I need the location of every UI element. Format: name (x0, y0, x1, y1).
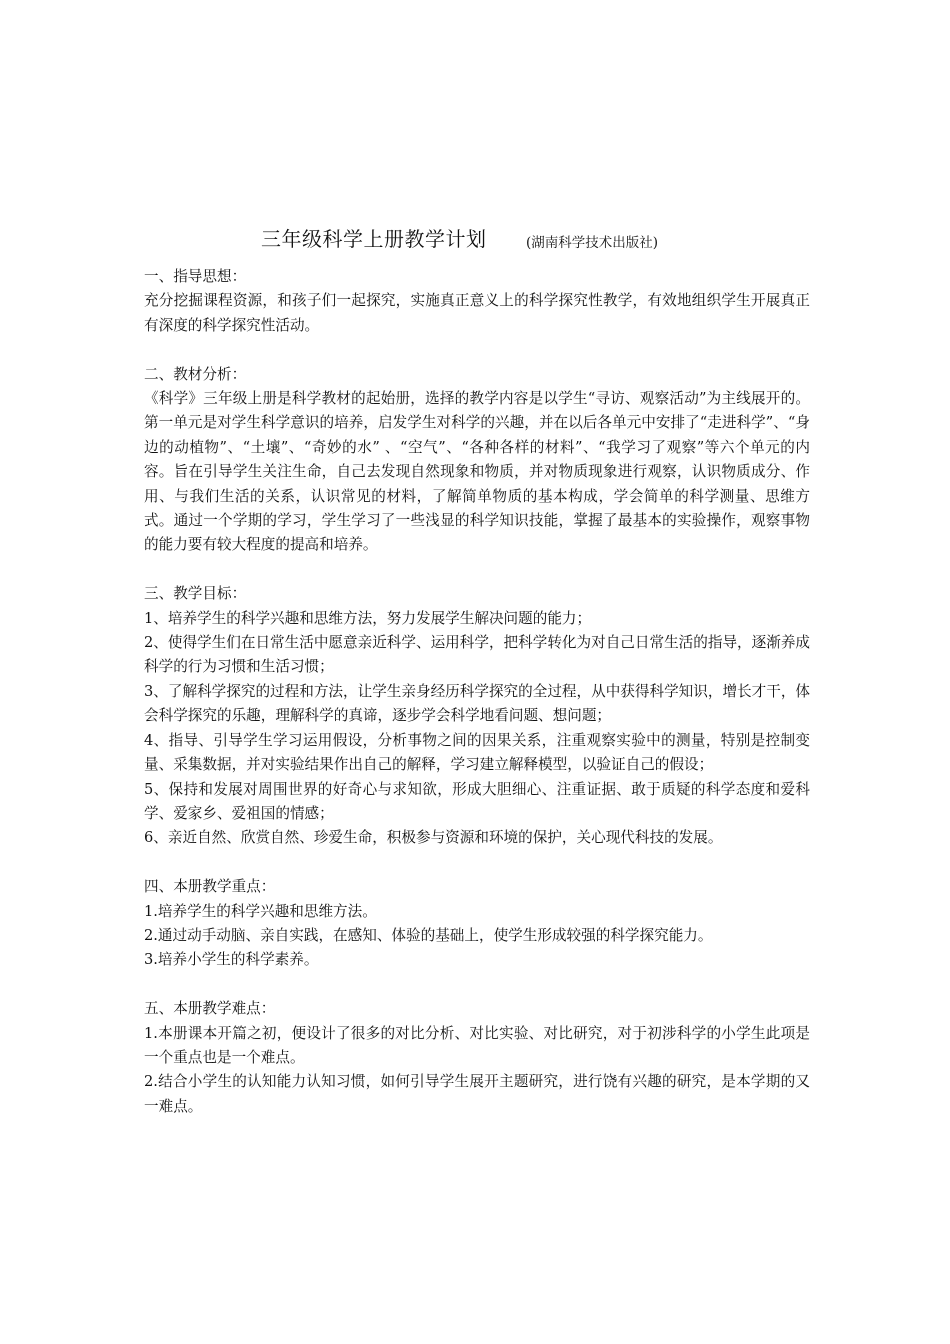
paragraph: 充分挖掘课程资源，和孩子们一起探究，实施真正意义上的科学探究性教学，有效地组织学生开展真正有深度的科学探究性活动。 (144, 292, 810, 334)
list-item: 4、指导、引导学生学习运用假设，分析事物之间的因果关系，注重观察实验中的测量，特别是控制变量、采集数据，并对实验结果作出自己的解释，学习建立解释模型，以验证自己的假设； (144, 731, 810, 774)
section-teaching-goals (144, 582, 810, 850)
document-body (144, 265, 810, 1119)
list-item: 1.本册课本开篇之初，便设计了很多的对比分析、对比实验、对比研究，对于初涉科学的小学生此项是一个重点也是一个难点。 (144, 1024, 810, 1066)
list-item: 1.培养学生的科学兴趣和思维方法。 (144, 902, 377, 920)
section-heading: 三、教学目标： (144, 585, 247, 603)
list-item: 2、使得学生们在日常生活中愿意亲近科学、运用科学，把科学转化为对自己日常生活的指导，逐渐养成科学的行为习惯和生活习惯； (144, 634, 811, 676)
section-heading: 四、本册教学重点： (144, 878, 276, 896)
title-row (0, 226, 950, 256)
publisher-note: (湖南科学技术出版社) (526, 235, 659, 251)
document-title: 三年级科学上册教学计划 (261, 227, 487, 251)
list-item: 2.结合小学生的认知能力认知习惯，如何引导学生展开主题研究，进行饶有兴趣的研究，是本学期的又一难点。 (144, 1073, 810, 1115)
list-item: 5、保持和发展对周围世界的好奇心与求知欲，形成大胆细心、注重证据、敢于质疑的科学态度和爱科学、爱家乡、爱祖国的情感； (144, 780, 810, 822)
section-heading: 一、指导思想： (144, 268, 247, 285)
list-item: 1、培养学生的科学兴趣和思维方法，努力发展学生解决问题的能力； (144, 609, 592, 627)
list-item: 3、了解科学探究的过程和方法，让学生亲身经历科学探究的全过程，从中获得科学知识，增长才干，体会科学探究的乐趣，理解科学的真谛，逐步学会科学地看问题、想问题； (144, 682, 811, 725)
section-key-points (144, 875, 810, 973)
paragraph: 《科学》三年级上册是科学教材的起始册，选择的教学内容是以学生“寻访、观察活动”为主线展开的。第一单元是对学生科学意识的培养，启发学生对科学的兴趣，并在以后各单元中安排了“走进科学”、“身边的动植物”、“土壤”、“奇妙的水” 、“空气”、“各种各样的材料”、“我学习了观察”等六个单元的内容。旨在引导学生关注生命，自己去发现自然现象和物质，并对物质现象进行观察，认识物质成分、作用、与我们生活的关系，认识常见的材料，了解简单物质的基本构成，学会简单的科学测量、思维方式。通过一个学期的学习，学生学习了一些浅显的科学知识技能，掌握了最基本的实验操作，观察事物的能力要有较大程度的提高和培养。 (144, 390, 810, 554)
section-difficult-points (144, 997, 810, 1119)
list-item: 6、亲近自然、欣赏自然、珍爱生命，积极参与资源和环境的保护，关心现代科技的发展。 (144, 829, 723, 847)
section-heading: 五、本册教学难点： (144, 1000, 276, 1018)
list-item: 3.培养小学生的科学素养。 (144, 951, 319, 969)
section-heading: 二、教材分析： (144, 365, 247, 383)
list-item: 2.通过动手动脑、亲自实践，在感知、体验的基础上，使学生形成较强的科学探究能力。 (144, 926, 713, 944)
section-textbook-analysis (144, 363, 810, 558)
section-guiding-ideology (144, 265, 810, 338)
